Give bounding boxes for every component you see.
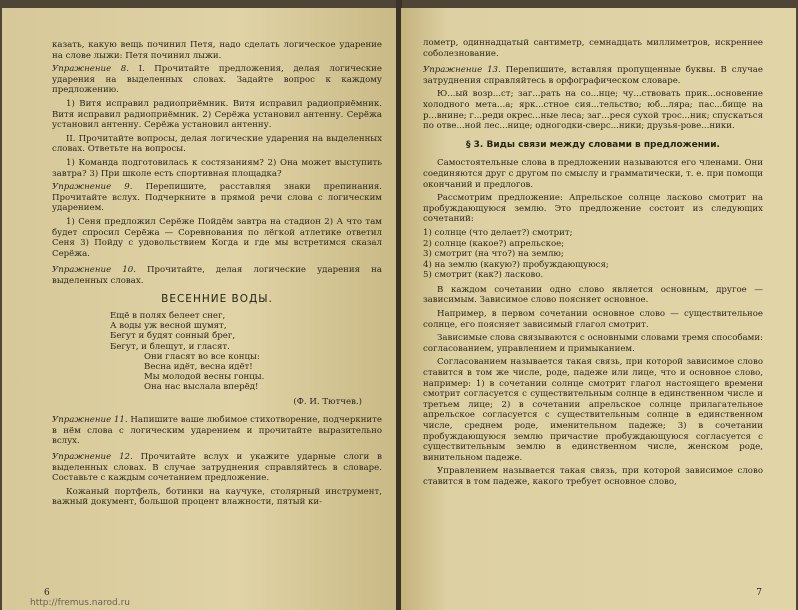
exercise-8-text: I. Прочитайте предложения, делая логические ударения на выделенных словах. Задайте вопрос к каждому предложению. [52,64,382,96]
exercise-9-label: Упражнение 9. [52,182,133,193]
poem-line: Ещё в полях белеет снег, [110,311,226,322]
exercise-13-sentences: Ю...ый возр...ст; заг...рать на со...нце; чу...ствовать прик...основение холодного мета...а; ярк...стное сия...тельство; юб...ляра; пас...бище на р...внине; г...реди окрес...ные леса; заг...реся сухой трос...ник; спускаться по отве...ной лес...нице; одногодки-сверс...ники; друзья-рове...ники. [423,89,763,132]
exercise-8-questions: 1) Команда подготовилась к состязаниям? 2) Она может выступить завтра? 3) При школе есть спортивная площадка? [52,157,382,179]
exercise-8-part2: II. Прочитайте вопросы, делая логические ударения на выделенных словах. Ответьте на вопросы. [52,133,382,155]
exercise-12 [52,452,382,484]
exercise-11-label: Упражнение 11. [52,415,128,426]
poem-line: Весна идёт, весна идёт! [144,362,253,373]
poem-line: Бегут и будят сонный брег, [110,331,236,342]
watermark: http://fremus.narod.ru [30,598,131,608]
word-pair: 4) на землю (какую?) пробуждающуюся; [423,259,609,270]
word-pair: 1) солнце (что делает?) смотрит; [423,227,573,238]
paragraph-7: Управлением называется такая связь, при которой зависимое слово ставится в том падеже, какого требует основное слово, [423,466,763,487]
exercise-11 [52,415,382,447]
right-page [401,8,796,610]
page-number-right: 7 [756,588,762,598]
exercise-11-text: Напишите ваше любимое стихотворение, подчеркните в нём слова с логическим ударением и прочитайте выразительно вслух. [52,415,382,447]
left-column [52,40,382,580]
section-title: § 3. Виды связи между словами в предложении. [466,139,720,150]
exercise-13 [423,65,763,86]
right-column [423,38,763,580]
poem-line: Они гласят во все концы: [144,351,260,362]
exercise-10 [52,265,382,286]
poem-line: Она нас выслала вперёд! [144,382,259,393]
exercise-10-text: Прочитайте, делая логические ударения на выделенных словах. [52,265,382,286]
page-number-left: 6 [44,588,50,598]
exercise-13-label: Упражнение 13. [423,65,501,76]
exercise-8 [52,64,382,96]
poem-title: ВЕСЕННИЕ ВОДЫ. [161,293,273,306]
exercise-13-text: Перепишите, вставляя пропущенные буквы. В случае затруднения справляйтесь в орфографическом словаре. [423,65,763,86]
poem-line: Мы молодой весны гонцы. [144,372,265,383]
left-top-line: казать, какую вещь починил Петя, надо сделать логическое ударение на слове лыжи: Петя починил лыжи. [52,40,382,61]
word-pair: 3) смотрит (на что?) на землю; [423,249,564,260]
exercise-9-sentences: 1) Сеня предложил Серёже Пойдём завтра на стадион 2) А что там будет спросил Серёжа — Соревнования по лёгкой атлетике ответил Сеня 3) Пойду с удовольствием Когда и где мы встретимся сказал Серёжа. [52,216,382,259]
exercise-8-sentences: 1) Витя исправил радиоприёмник. Витя исправил радиоприёмник. Витя исправил радиоприёмник. 2) Серёжа установил антенну. Серёжа установил антенну. Серёжа установил антенну. [52,98,382,131]
paragraph-4: Например, в первом сочетании основное слово — существительное солнце, его поясняет зависимый глагол смотрит. [423,309,763,330]
exercise-9 [52,182,382,214]
word-pair: 2) солнце (какое?) апрельское; [423,238,565,249]
paragraph-5: Зависимые слова связываются с основными словами тремя способами: согласованием, управлением и примыканием. [423,333,763,354]
poem-line: Бегут, и блещут, и гласят. [110,341,230,352]
paragraph-3: В каждом сочетании одно слово является основным, другое — зависимым. Зависимое слово поясняет основное. [423,284,763,306]
exercise-12-sentences: Кожаный портфель, ботинки на каучуке, столярный инструмент, важный документ, большой процент влажности, пятый ки- [52,486,382,508]
paragraph-1: Самостоятельные слова в предложении называются его членами. Они соединяются друг с другом по смыслу и грамматически, т. е. при помощи окончаний и предлогов. [423,158,763,190]
exercise-10-label: Упражнение 10. [52,265,136,276]
word-pair: 5) смотрит (как?) ласково. [423,270,544,281]
paragraph-2: Рассмотрим предложение: Апрельское солнце ласково смотрит на пробуждающуюся землю. Это предложение состоит из следующих сочетаний: [423,193,763,225]
paragraph-6: Согласованием называется такая связь, при которой зависимое слово ставится в том же числе, роде, падеже или лице, что и основное слово, например: 1) в сочетании солнце смотрит глагол настоящего времени смотрит согласуется с существительным солнце в единственном числе и третьем лице; 2) в сочетании апрельское солнце прилагательное апрельское согласуется с существительным солнце в единственном числе, среднем роде, именительном падеже; 3) в сочетании пробуждающуюся землю причастие пробуждающуюся согласуется с существительным землю в единственном числе, женском роде, винительном падеже. [423,357,763,463]
right-top-line: лометр, одиннадцатый сантиметр, семнадцать миллиметров, искреннее соболезнование. [423,38,763,59]
exercise-9-text: Перепишите, расставляя знаки препинания. Прочитайте вслух. Подчеркните в прямой речи слова с логическим ударением. [52,182,382,214]
word-pairs-list [423,228,763,281]
exercise-12-text: Прочитайте вслух и укажите ударные слоги в выделенных словах. В случае затруднения справляйтесь в словаре. Составьте с каждым сочетанием предложение. [52,452,382,484]
poem [110,311,382,393]
poem-author: (Ф. И. Тютчев.) [293,396,362,407]
exercise-12-label: Упражнение 12. [52,452,133,463]
left-page [2,8,397,610]
poem-line: А воды уж весной шумят, [110,321,227,332]
exercise-8-label: Упражнение 8. [52,64,129,75]
